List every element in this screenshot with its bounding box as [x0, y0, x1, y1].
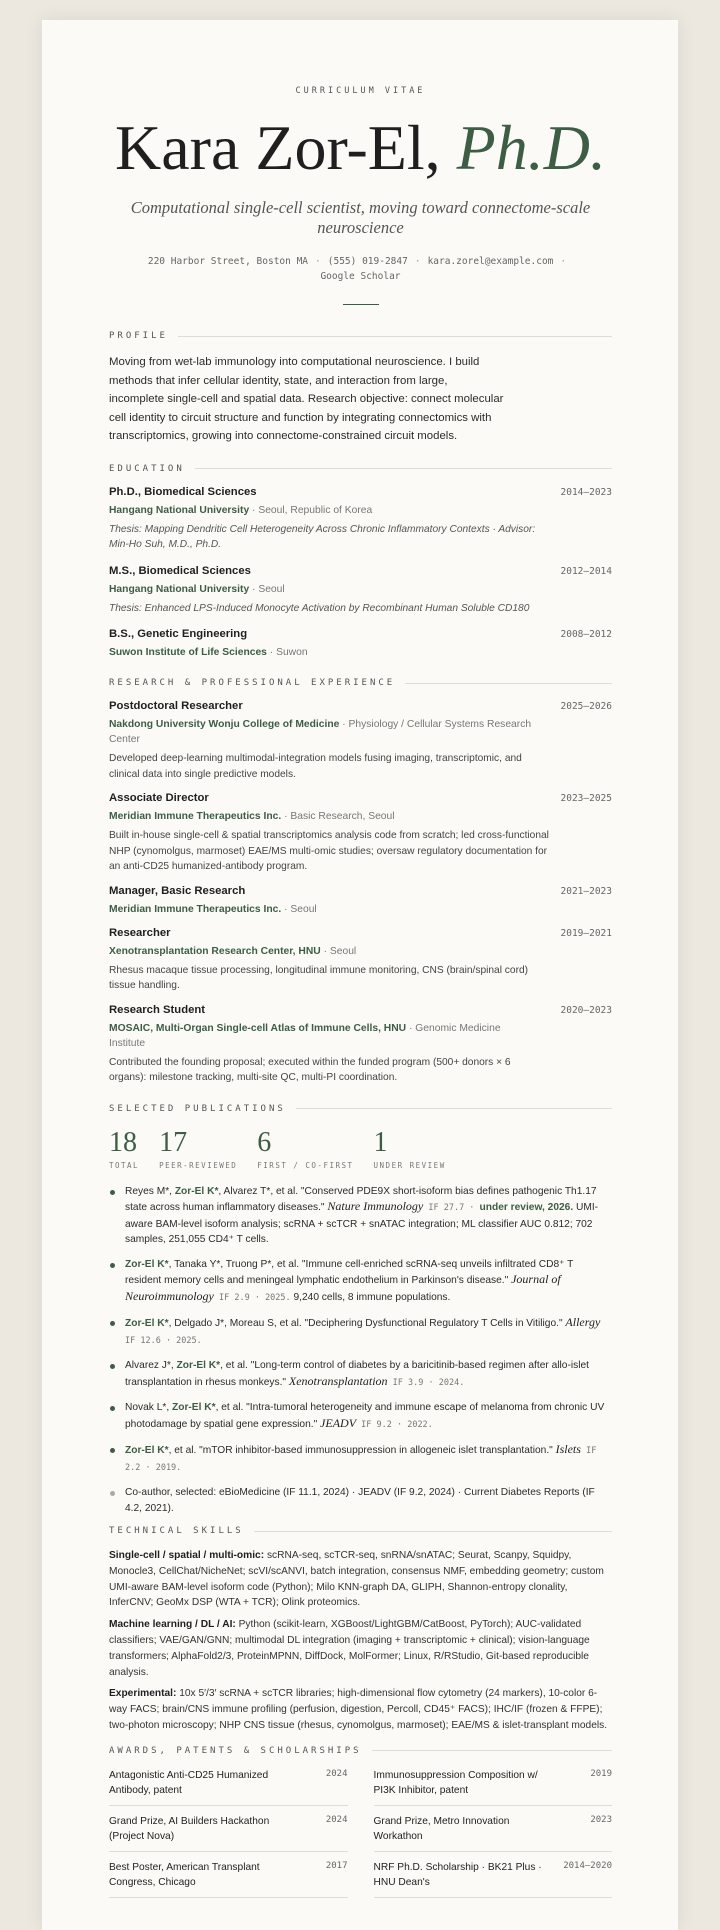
scholar-link[interactable]: Google Scholar — [320, 271, 401, 282]
award-title: Immunosuppression Composition w/ PI3K Inhibitor, patent — [373, 1769, 538, 1797]
coauthor-item: Co-author, selected: eBioMedicine (IF 11.1, 2024) · JEADV (IF 9.2, 2024) · Current Diabetes Reports (IF 4.2, 2021). — [109, 1485, 612, 1516]
pub-authors-pre: Novak L*, — [125, 1402, 172, 1413]
award-year: 2014–2020 — [563, 1860, 612, 1871]
org-name: Hangang National University — [109, 583, 250, 595]
award-year: 2023 — [590, 1814, 612, 1825]
skill-group — [109, 1617, 612, 1680]
cv-page — [42, 20, 678, 1930]
stat-label: UNDER REVIEW — [373, 1160, 446, 1170]
award-item — [109, 1768, 348, 1806]
org-name: MOSAIC, Multi-Organ Single-cell Atlas of Immune Cells, HNU — [109, 1022, 407, 1034]
publication-item — [109, 1400, 612, 1433]
org-location: · Suwon — [266, 647, 308, 658]
skill-text: Python (scikit-learn, XGBoost/LightGBM/CatBoost, PyTorch); AUC-validated classifiers; VAE/GAN/GNN; multimodal DL integration (imaging + transcriptomic + clinical); vision-language transformers; AlphaFold2/3, ProteinMPNN, DiffDock, MolFormer; Linux, R/RStudio, Git-based reproducible analysis. — [109, 1619, 590, 1678]
pub-journal: Journal of Neuroimmunology — [125, 1272, 561, 1303]
org-location: · Seoul — [281, 903, 317, 915]
skill-label: Machine learning / DL / AI: — [109, 1619, 236, 1631]
pub-journal: Allergy — [565, 1315, 601, 1329]
section-education-heading: EDUCATION — [109, 464, 612, 474]
entry-date: 2008–2012 — [560, 629, 612, 640]
entry-title: Research Student — [109, 1003, 206, 1016]
contact-line: 220 Harbor Street, Boston MA · (555) 019-2847 · kara.zorel@example.com · Google Scholar — [147, 256, 567, 282]
pub-author-self: Zor-El K* — [125, 1445, 169, 1456]
experience-entry — [109, 700, 612, 782]
accent-divider — [343, 304, 379, 305]
entry-date: 2012–2014 — [560, 565, 612, 577]
pub-journal: Islets — [555, 1442, 581, 1456]
section-profile-heading: PROFILE — [109, 331, 612, 341]
org-name: Xenotransplantation Research Center, HNU — [109, 945, 321, 957]
award-title: Grand Prize, AI Builders Hackathon (Project Nova) — [109, 1815, 270, 1843]
address: 220 Harbor Street, Boston MA — [147, 256, 309, 267]
entry-org — [109, 1021, 539, 1051]
entry-title: Associate Director — [109, 792, 209, 804]
org-name: Meridian Immune Therapeutics Inc. — [109, 903, 282, 915]
publication-item — [109, 1257, 612, 1307]
entry-title: M.S., Biomedical Sciences — [109, 564, 251, 577]
publication-item — [109, 1315, 612, 1349]
stat-label: FIRST / CO-FIRST — [257, 1160, 354, 1170]
pub-impact: IF 2.9 · 2025. — [213, 1292, 291, 1303]
award-year: 2017 — [325, 1860, 348, 1871]
pub-journal: Nature Immunology — [327, 1199, 424, 1213]
publication-item — [109, 1184, 612, 1248]
tagline: Computational single-cell scientist, moving toward connectome-scale neuroscience — [130, 198, 591, 237]
stat-label: TOTAL — [109, 1160, 140, 1170]
entry-org — [109, 902, 539, 917]
award-title: Grand Prize, Metro Innovation Workathon — [373, 1815, 510, 1843]
stat-label: PEER-REVIEWED — [159, 1160, 238, 1170]
entry-description: Contributed the founding proposal; executed within the funded program (500+ donors × 6 organs): milestone tracking, multi-site QC, multi-PI coordination. — [109, 1056, 511, 1083]
stat-under-review — [374, 1128, 446, 1170]
pub-author-self: Zor-El K* — [172, 1402, 216, 1413]
award-year: 2024 — [325, 1768, 348, 1779]
org-location: · Genomic Medicine Institute — [109, 1022, 501, 1049]
skill-text: scRNA-seq, scTCR-seq, snRNA/snATAC; Seurat, Scanpy, Squidpy, Monocle3, CellChat/NicheNet; scVI/scANVI, batch integration, consensus NMF, embedding geometry; custom UMI-aware BAM-level isoform code (Python); Milo KNN-graph DA, GLIPH, Shannon-entropy clonality, InferCNV; GeoMx DSP (WTA + TCR); Olink proteomics. — [109, 1550, 604, 1609]
pub-authors-pre: Reyes M*, — [125, 1185, 175, 1197]
skill-label: Single-cell / spatial / multi-omic: — [109, 1550, 265, 1561]
entry-org — [109, 809, 539, 824]
skill-group — [109, 1686, 612, 1733]
skills-list — [109, 1548, 612, 1734]
pub-impact: IF 3.9 · 2024. — [387, 1377, 465, 1388]
pub-citation: , et al. "Intra-tumoral heterogeneity and immune escape of melanoma from chronic UV photodamage by spatial gene expression." — [125, 1402, 605, 1430]
phone[interactable]: (555) 019-2847 — [327, 256, 408, 267]
award-item — [374, 1814, 613, 1852]
education-entry — [109, 565, 612, 617]
pub-citation: , et al. "Long-term control of diabetes by a baricitinib-based regimen after allo-islet transplantation in rhesus monkeys." — [125, 1360, 589, 1388]
entry-description: Developed deep-learning multimodal-integration models fusing imaging, transcriptomic, and clinical data into single predictive models. — [109, 753, 522, 780]
publication-item — [109, 1358, 612, 1391]
education-entry — [109, 628, 612, 660]
entry-org — [109, 645, 539, 660]
publication-list — [109, 1184, 612, 1517]
entry-org — [109, 944, 539, 959]
award-year: 2024 — [325, 1814, 348, 1825]
publication-item — [109, 1442, 612, 1476]
experience-entry — [109, 927, 612, 994]
stat-first-author — [257, 1128, 353, 1170]
skill-group — [109, 1548, 612, 1611]
org-name: Suwon Institute of Life Sciences — [109, 647, 267, 658]
entry-title: B.S., Genetic Engineering — [109, 628, 248, 640]
award-title: Best Poster, American Transplant Congress, Chicago — [109, 1861, 260, 1889]
entry-org — [109, 582, 539, 597]
entry-title: Postdoctoral Researcher — [109, 700, 243, 712]
profile-text: Moving from wet-lab immunology into computational neuroscience. I build methods that infer cellular identity, state, and interaction from large, incomplete single-cell and spatial data. Research objective: connect molecular cell identity to circuit structure and function by integrating connectomics with transcriptomics, growing into connectome-constrained circuit models. — [109, 356, 504, 442]
entry-description: Built in-house single-cell & spatial transcriptomics analysis code from scratch; led cross-functional NHP (cynomolgus, marmoset) EAE/MS multi-omic studies; oversaw regulatory documentation for an anti-CD25 humanized-antibody program. — [109, 830, 549, 872]
award-title: Antagonistic Anti-CD25 Humanized Antibody, patent — [109, 1769, 269, 1797]
entry-date: 2020–2023 — [560, 1004, 612, 1016]
education-entry — [109, 486, 612, 553]
publication-stats — [109, 1128, 612, 1170]
pub-note: UMI-aware BAM-level isoform analysis; scRNA + scTCR + snATAC integration; ML classifier AUC 0.812; 702 samples, 251,055 CD4⁺ T cells. — [125, 1202, 599, 1245]
stat-number: 1 — [373, 1126, 388, 1158]
pub-citation: , Alvarez T*, et al. "Conserved PDE9X short-isoform bias defines pathogenic Th1.17 state across human inflammatory diseases." — [125, 1185, 597, 1213]
skill-text: 10x 5′/3′ scRNA + scTCR libraries; high-dimensional flow cytometry (24 markers), 10-color 6-way FACS; brain/CNS immune profiling (perfusion, digestion, Percoll, CD45⁺ FACS); IHC/IF (frozen & FFPE); two-photon microscopy; NHP CNS tissue (rhesus, cynomolgus, marmoset); EAE/MS & islet-transplant models. — [109, 1688, 608, 1731]
award-title: NRF Ph.D. Scholarship · BK21 Plus · HNU Dean's — [373, 1861, 542, 1889]
award-year: 2019 — [590, 1768, 612, 1779]
pub-impact: IF 2.2 · 2019. — [125, 1446, 597, 1473]
org-location: · Basic Research, Seoul — [281, 811, 395, 822]
pub-authors-pre: Alvarez J*, — [125, 1360, 177, 1371]
org-location: · Seoul — [320, 945, 357, 957]
pub-author-self: Zor-El K* — [125, 1258, 169, 1270]
section-awards-heading: AWARDS, PATENTS & SCHOLARSHIPS — [109, 1746, 612, 1756]
entry-date: 2023–2025 — [560, 793, 612, 804]
degree: Ph.D. — [456, 112, 606, 183]
pub-impact: IF 27.7 · — [423, 1203, 480, 1213]
org-name: Hangang National University — [109, 504, 250, 516]
section-experience-heading: RESEARCH & PROFESSIONAL EXPERIENCE — [109, 678, 612, 688]
org-name: Nakdong University Wonju College of Medicine — [109, 719, 340, 730]
name-separator: , — [424, 112, 441, 183]
award-item — [109, 1860, 348, 1898]
skill-label: Experimental: — [109, 1688, 177, 1700]
entry-org — [109, 717, 539, 747]
pub-citation: , et al. "mTOR inhibitor-based immunosuppression in allogeneic islet transplantation." — [168, 1445, 556, 1456]
pub-citation: , Delgado J*, Moreau S, et al. "Deciphering Dysfunctional Regulatory T Cells in Vitiligo." — [168, 1318, 566, 1329]
section-publications-heading: SELECTED PUBLICATIONS — [109, 1104, 612, 1114]
pub-journal: Xenotransplantation — [288, 1373, 388, 1388]
pub-journal: JEADV — [320, 1415, 357, 1430]
stat-number: 17 — [159, 1126, 188, 1158]
org-location: · Seoul — [249, 583, 285, 595]
experience-entry — [109, 1004, 612, 1086]
org-name: Meridian Immune Therapeutics Inc. — [109, 811, 282, 822]
pub-author-self: Zor-El K* — [176, 1360, 221, 1371]
entry-note: Thesis: Mapping Dendritic Cell Heterogeneity Across Chronic Inflammatory Contexts · Advisor: Min-Ho Suh, M.D., Ph.D. — [109, 523, 536, 550]
entry-date: 2019–2021 — [560, 927, 612, 939]
org-location: · Physiology / Cellular Systems Research Center — [109, 719, 532, 745]
person-name — [109, 112, 612, 183]
section-skills-heading: TECHNICAL SKILLS — [109, 1526, 612, 1536]
entry-org — [109, 503, 539, 518]
stat-number: 6 — [257, 1126, 272, 1158]
stat-peer-reviewed — [159, 1128, 237, 1170]
entry-date: 2014–2023 — [560, 486, 612, 498]
entry-description: Rhesus macaque tissue processing, longitudinal immune monitoring, CNS (brain/spinal cord) tissue handling. — [109, 964, 529, 991]
entry-title: Manager, Basic Research — [109, 884, 246, 897]
email-link[interactable]: kara.zorel@example.com — [427, 256, 554, 267]
pub-note: 9,240 cells, 8 immune populations. — [290, 1291, 451, 1303]
stat-number: 18 — [109, 1126, 137, 1158]
award-item — [374, 1860, 613, 1898]
experience-entry — [109, 792, 612, 875]
entry-date: 2025–2026 — [560, 701, 612, 712]
award-item — [374, 1768, 613, 1806]
entry-title: Researcher — [109, 926, 171, 939]
pub-status: under review, 2026. — [479, 1202, 574, 1213]
entry-note: Thesis: Enhanced LPS-Induced Monocyte Activation by Recombinant Human Soluble CD180 — [109, 602, 530, 614]
stat-total — [109, 1128, 139, 1170]
pub-citation: , Tanaka Y*, Truong P*, et al. "Immune cell-enriched scRNA-seq unveils infiltrated CD8⁺ T resident memory cells and meningeal lymphatic endothelium in Parkinson's disease." — [125, 1258, 574, 1286]
name-text: Kara Zor-El — [115, 112, 425, 183]
cv-label: CURRICULUM VITAE — [295, 86, 426, 96]
experience-entry — [109, 885, 612, 917]
pub-impact: IF 9.2 · 2022. — [356, 1419, 433, 1430]
awards-grid — [109, 1768, 612, 1906]
pub-author-self: Zor-El K* — [125, 1318, 169, 1329]
org-location: · Seoul, Republic of Korea — [249, 504, 373, 516]
award-item — [109, 1814, 348, 1852]
entry-date: 2021–2023 — [560, 885, 612, 897]
pub-author-self: Zor-El K* — [174, 1185, 219, 1197]
pub-impact: IF 12.6 · 2025. — [125, 1335, 202, 1346]
entry-title: Ph.D., Biomedical Sciences — [109, 485, 257, 498]
